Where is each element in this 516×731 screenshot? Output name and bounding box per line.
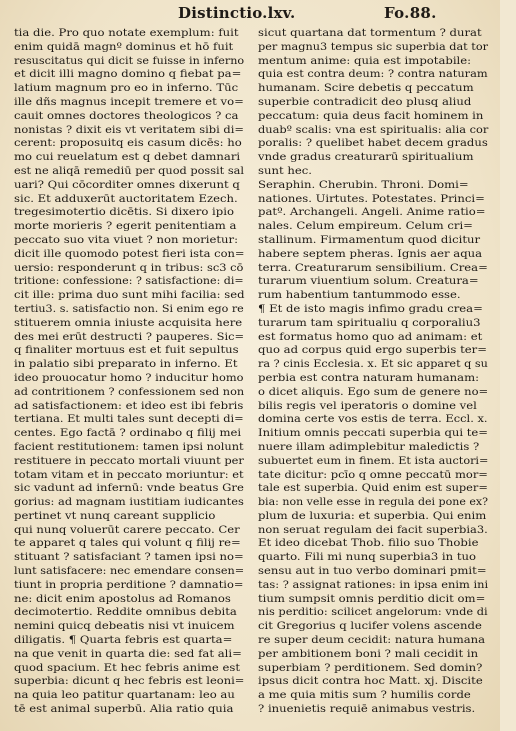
text-line: terra. Creaturarum sensibilium. Crea= [258, 261, 488, 274]
text-line: lunt satisfacere: nec emendare consen= [14, 565, 245, 578]
text-line: dicit ille quomodo potest fieri ista con= [14, 247, 245, 260]
text-line: a me quia mitis sum ? humilis corde [258, 689, 471, 702]
text-line: morte morieris ? egerit penitentiam a [14, 220, 237, 233]
text-line: q finaliter mortuus est et fuit sepultus [14, 344, 239, 357]
text-line: decimotertio. Reddite omnibus debita [14, 606, 237, 619]
text-line: stituerem omnia iniuste acquisita here [14, 316, 243, 329]
text-line: plum de luxuria: et superbia. Qui enim [258, 509, 487, 522]
text-line: latium magnum pro eo in inferno. Tūc [14, 82, 239, 95]
text-line: poralis: ? quelibet habet decem gradus [258, 137, 488, 150]
text-line: na que venit in quarta die: sed fat ali= [14, 647, 242, 660]
text-line: tritione: confessione: ? satisfactione: di= [14, 275, 244, 288]
text-line: Seraphin. Cherubin. Throni. Domi= [258, 178, 469, 191]
text-line: bilis regis vel iperatoris o domine vel [258, 399, 477, 412]
text-line: subuertet eum in finem. Et ista auctori= [258, 454, 489, 467]
text-line: mo cui reuelatum est q debet damnari [14, 151, 241, 164]
text-line: ? inuenietis requiē animabus vestris. [258, 703, 476, 716]
text-line: quia est contra deum: ? contra naturam [258, 68, 488, 81]
text-line: superbie contradicit deo plusq aliud [258, 95, 472, 108]
text-line: superbiam ? perditionem. Sed domin? [258, 661, 483, 674]
text-line: Et ideo dicebat Thob. filio suo Thobie [258, 537, 479, 550]
text-line: quod spacium. Et hec febris anime est [14, 661, 241, 674]
text-line: turarum tam spiritualiu q corporaliu3 [258, 316, 481, 329]
text-line: tregesimotertio dicētis. Si dixero ipio [14, 206, 234, 219]
text-line: nales. Celum empireum. Celum cri= [258, 220, 473, 233]
text-line: tate dicitur: pcīo q omne peccatū mor= [258, 468, 488, 481]
text-line: nonistas ? dixit eis vt veritatem sibi di= [14, 123, 244, 136]
text-line: per magnu3 tempus sic superbia dat tor [258, 40, 489, 53]
text-line: duabº scalis: vna est spiritualis: alia cor [258, 123, 489, 136]
text-line: non seruat regulam dei facit superbia3. [258, 523, 488, 536]
text-line: centes. Ego factā ? ordinabo q filij mei [14, 427, 242, 440]
text-line: nemini quicq debeatis nisi vt inuicem [14, 620, 235, 633]
text-line: in palatio sibi preparato in inferno. Et [14, 358, 238, 371]
text-line: sensu aut in tuo verbo dominari pmit= [258, 565, 487, 578]
text-line: tertiu3. s. satisfactio non. Si enim ego re [14, 302, 244, 315]
text-line: superbia: dicunt q hec febris est leoni= [14, 675, 245, 688]
text-line: tertiana. Et multi tales sunt decepti di= [14, 413, 244, 426]
text-line: patº. Archangeli. Angeli. Anime ratio= [258, 206, 486, 219]
text-line: cit Gregorius q lucifer volens ascende [258, 620, 482, 633]
left-column [14, 27, 245, 716]
text-line: ille dñs magnus incepit tremere et vo= [14, 95, 244, 108]
text-line: per ambitionem boni ? mali cecidit in [258, 647, 479, 660]
text-line: gorius: ad magnam iustitiam iudicantes [14, 496, 244, 509]
text-line: des mei erūt destructi ? pauperes. Sic= [14, 330, 245, 343]
text-line: diligatis. ¶ Quarta febris est quarta= [14, 634, 233, 647]
text-line: quo ad corpus quid ergo superbis ter= [258, 344, 487, 357]
running-head: Distinctio.lxv. [178, 4, 296, 22]
text-line: est ne aliqā remediū per quod possit sal [14, 164, 245, 177]
text-line: rum habentium tantummodo esse. [258, 289, 461, 302]
text-line: totam vitam et in peccato moriuntur: et [14, 468, 244, 481]
text-line: tas: ? assignat rationes: in ipsa enim ini [258, 578, 489, 591]
text-line: na quia leo patitur quartanam: leo au [14, 689, 235, 702]
text-line: stituant ? satisfaciant ? tamen ipsi no= [14, 551, 244, 564]
text-line: peccatum: quia deus facit hominem in [258, 109, 484, 122]
text-line: ideo prouocatur homo ? inducitur homo [14, 371, 244, 384]
text-line: humanam. Scire debetis q peccatum [258, 82, 474, 95]
text-line: tē est animal superbū. Alia ratio quia [14, 703, 234, 716]
text-line: tia die. Pro quo notate exemplum: fuit [14, 27, 239, 39]
text-line: Initium omnis peccati superbia qui te= [258, 427, 489, 440]
text-line: re super deum cecidit: natura humana [258, 634, 486, 647]
text-line: cerent: proposuitq eis casum dicēs: ho [14, 137, 242, 150]
text-line: tiunt in propria perditione ? damnatio= [14, 578, 244, 591]
text-line: restituere in peccato mortali viuunt per [14, 454, 244, 467]
text-line: ra ? cinis Ecclesia. x. Et sic apparet q su [258, 358, 488, 371]
text-line: mentum anime: quia est impotabile: [258, 54, 472, 67]
folio-number: Fo.88. [384, 4, 437, 22]
right-column [258, 27, 489, 716]
text-line: ne: dicit enim apostolus ad Romanos [14, 592, 231, 605]
text-line: vnde gradus creaturarū spiritualium [258, 151, 474, 164]
text-line: o dicet aliquis. Ego sum de genere no= [258, 385, 489, 398]
text-line: pertinet vt nunq careant supplicio [14, 509, 216, 522]
text-line: uari? Qui cōcorditer omnes dixerunt q [14, 178, 240, 191]
text-line: peccato suo vita viuet ? non morietur: [14, 233, 239, 246]
page-header [0, 4, 500, 26]
text-line: habere septem pheras. Ignis aer aqua [258, 247, 483, 260]
text-line: facient restitutionem: tamen ipsi nolunt [14, 440, 244, 453]
text-line: nationes. Uirtutes. Potestates. Princi= [258, 192, 485, 205]
text-line: nis perditio: scilicet angelorum: vnde di [258, 606, 488, 619]
text-line: et dicit illi magno domino q fiebat pa= [14, 68, 242, 81]
text-line: te apparet q tales qui volunt q filij re= [14, 537, 241, 550]
text-line: tale est superbia. Quid enim est super= [258, 482, 488, 495]
text-line: domina certe vos estis de terra. Eccl. x. [258, 413, 488, 426]
text-line: sic. Et adduxerūt auctoritatem Ezech. [14, 192, 238, 205]
text-line: stallinum. Firmamentum quod dicitur [258, 233, 481, 246]
text-line: cauit omnes doctores theologicos ? ca [14, 109, 239, 122]
text-line: ipsus dicit contra hoc Matt. xj. Discite [258, 675, 483, 688]
text-line: sunt hec. [258, 164, 312, 177]
text-line: sicut quartana dat tormentum ? durat [258, 27, 482, 39]
text-line: cit ille: prima duo sunt mihi facilia: sed [14, 289, 245, 302]
text-line: sic vadunt ad infernū: vnde beatus Gre [14, 482, 244, 495]
text-line: quarto. Fili mi nunq superbia3 in tuo [258, 551, 477, 564]
text-line: est formatus homo quo ad animam: et [258, 330, 483, 343]
text-line: ¶ Et de isto magis infimo gradu crea= [258, 302, 483, 315]
text-line: enim quidā magnº dominus et hō fuit [14, 40, 234, 53]
text-line: ad contritionem ? confessionem sed non [14, 385, 245, 398]
text-line: nuere illam adimplebitur maledictis ? [258, 440, 480, 453]
text-line: uersio: responderunt q in tribus: sc3 cō [14, 261, 244, 274]
text-line: perbia est contra naturam humanam: [258, 371, 480, 384]
text-line: tium sumpsit omnis perditio dicit om= [258, 592, 486, 605]
text-line: resuscitatus qui dicit se fuisse in inferno [14, 54, 245, 67]
text-line: ad satisfactionem: et ideo est ibi febris [14, 399, 244, 412]
text-line: bia: non velle esse in regula dei pone ex? [258, 496, 488, 509]
text-line: qui nunq voluerūt carere peccato. Cer [14, 523, 240, 536]
text-line: turarum viuentium solum. Creatura= [258, 275, 479, 288]
